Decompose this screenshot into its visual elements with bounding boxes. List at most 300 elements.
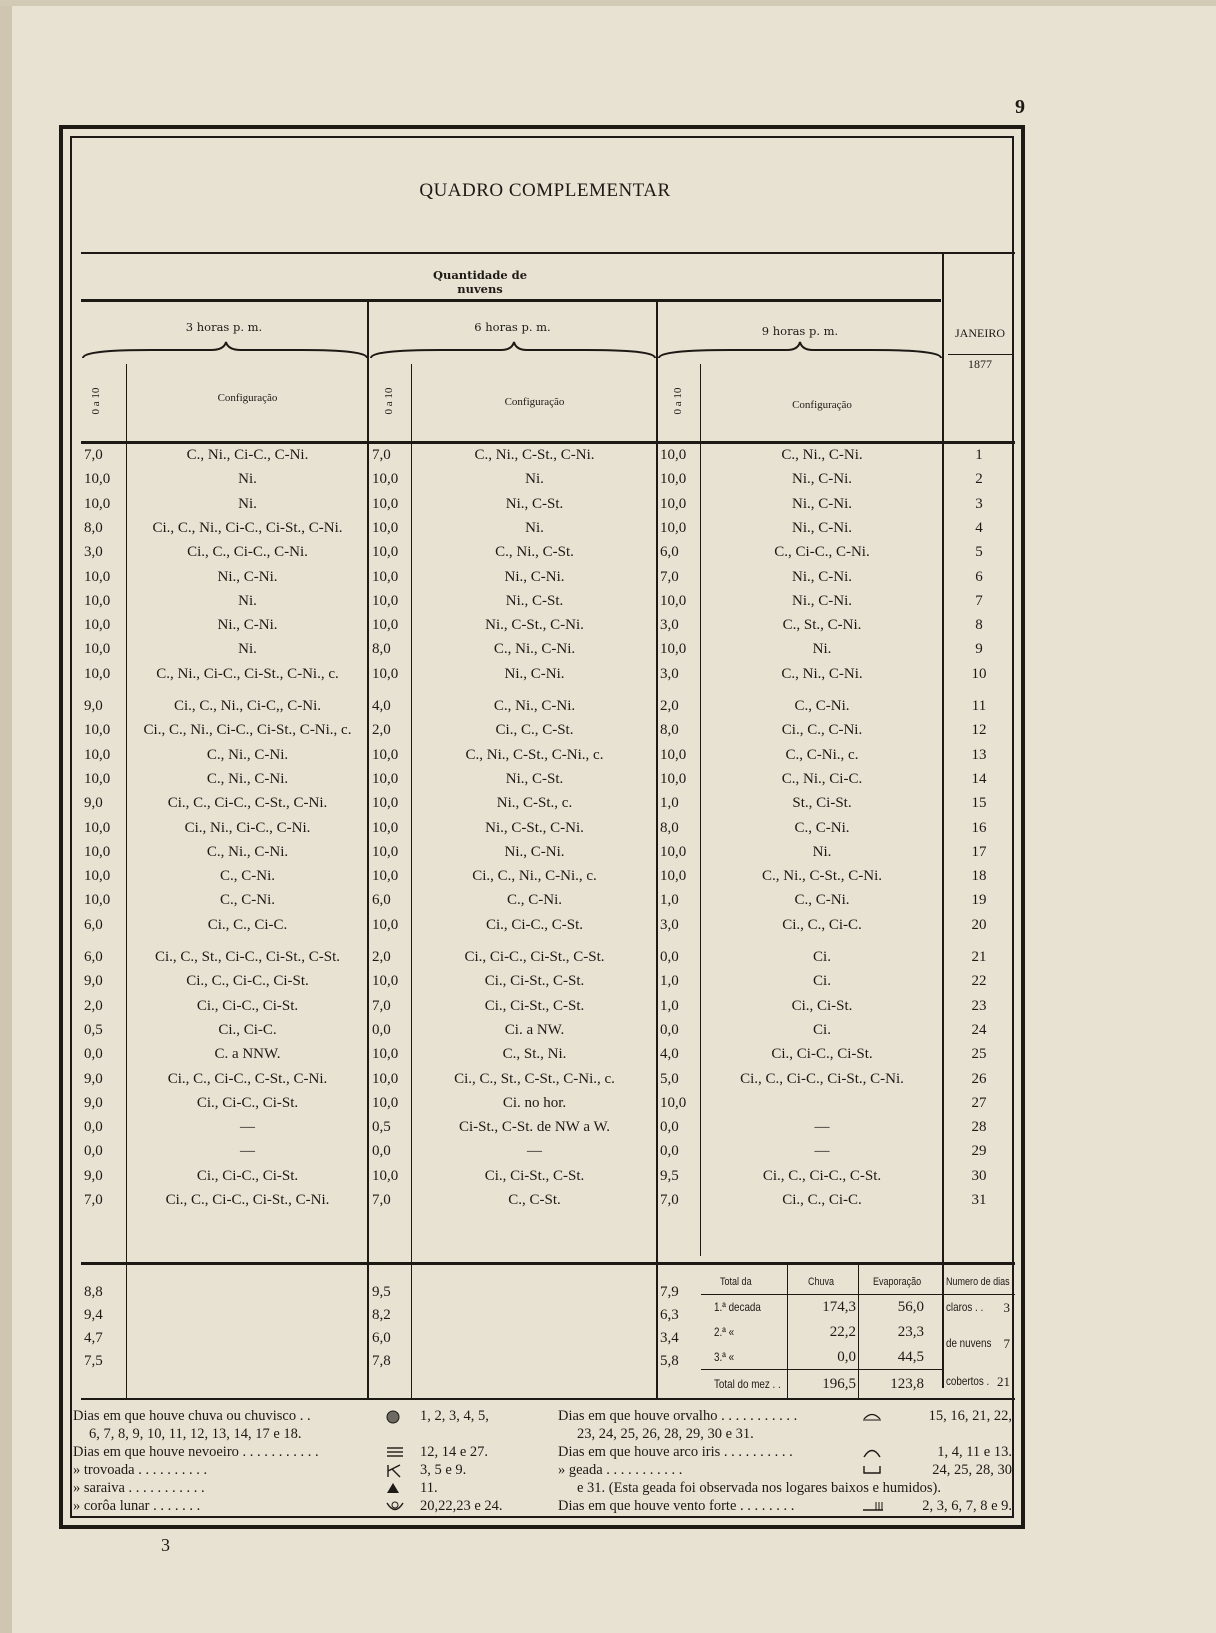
config-3pm: Ci., C., Ni., Ci-C., Ci-St., C-Ni. [152, 519, 343, 536]
config-6pm: C., Ni., C-St., C-Ni., c. [465, 746, 604, 763]
config-9pm: St., Ci-St. [792, 795, 852, 812]
page-edge-top [0, 0, 1216, 6]
amount-header-6pm: 0 a 10 [383, 387, 395, 415]
config-6pm: Ci-St., C-St. de NW a W. [459, 1119, 610, 1136]
config-9pm: — [814, 1143, 830, 1160]
day-number: 13 [971, 746, 987, 763]
footer-number: 3 [161, 1535, 170, 1555]
average-value: 7,5 [84, 1353, 103, 1369]
day-number: 8 [975, 617, 983, 634]
rain-icon [386, 1410, 400, 1429]
amount-6pm: 0,5 [372, 1119, 391, 1136]
config-3pm: C., C-Ni. [219, 892, 275, 909]
dew-icon [862, 1410, 882, 1427]
config-9pm: Ni., C-Ni. [792, 519, 852, 536]
amount-9pm: 10,0 [660, 770, 687, 787]
day-number: 16 [971, 819, 987, 836]
amount-3pm: 0,0 [84, 1119, 103, 1136]
config-6pm: Ci., C., Ni., C-Ni., c. [472, 868, 597, 885]
legend-days: 1, 4, 11 e 13. [937, 1444, 1012, 1460]
config-9pm: Ci. [813, 949, 831, 965]
amount-6pm: 10,0 [372, 544, 399, 561]
period-divider-1 [367, 300, 369, 1399]
lunar-corona-icon [386, 1500, 404, 1519]
day-number: 17 [971, 843, 987, 860]
amount-3pm: 10,0 [84, 770, 111, 787]
period-divider-2 [656, 300, 658, 1399]
config-header-9pm: Configuração [792, 399, 852, 411]
amount-divider-3 [700, 364, 701, 1256]
day-number: 29 [971, 1143, 987, 1160]
average-value: 4,7 [84, 1330, 103, 1346]
summary-total-rule [701, 1369, 942, 1370]
amount-3pm: 8,0 [84, 519, 103, 536]
legend-text: 23, 24, 25, 26, 28, 29, 30 e 31. [577, 1426, 754, 1442]
summary-header-dias: Numero de dias [946, 1276, 1010, 1288]
config-3pm: Ci., Ci-C. [218, 1021, 277, 1038]
header-rule-group [81, 299, 941, 302]
amount-9pm: 8,0 [660, 819, 679, 836]
config-3pm: Ci., C., St., Ci-C., Ci-St., C-St. [154, 949, 341, 965]
config-9pm: Ci., Ci-St. [791, 997, 853, 1014]
strong-wind-icon [862, 1500, 884, 1517]
amount-6pm: 7,0 [372, 997, 391, 1014]
page-title: QUADRO COMPLEMENTAR [419, 180, 671, 201]
config-9pm: C., C-Ni. [794, 698, 850, 714]
config-9pm: Ci. [813, 973, 831, 990]
amount-6pm: 10,0 [372, 617, 399, 634]
dias-value: 3 [1003, 1300, 1010, 1315]
amount-9pm: 1,0 [660, 997, 679, 1014]
amount-header-3pm: 0 a 10 [90, 387, 102, 415]
amount-9pm: 10,0 [660, 471, 687, 488]
config-6pm: Ni., C-St., C-Ni. [485, 819, 584, 836]
day-number: 4 [975, 519, 983, 536]
amount-6pm: 10,0 [372, 1046, 399, 1063]
config-6pm: Ci., Ci-C., Ci-St., C-St. [464, 949, 605, 965]
config-6pm: C., Ni., C-Ni. [493, 698, 576, 714]
config-9pm: Ci., C., C-Ni. [781, 722, 863, 739]
summary-rule-bottom [81, 1398, 1015, 1400]
group-header: Quantidade de nuvens [432, 268, 528, 296]
day-number: 3 [975, 495, 983, 512]
config-9pm: Ni., C-Ni. [792, 568, 852, 585]
legend-text: Dias em que houve chuva ou chuvisco . . [73, 1408, 311, 1424]
amount-9pm: 0,0 [660, 1143, 679, 1160]
amount-6pm: 10,0 [372, 1167, 399, 1184]
header-rule-top [81, 252, 1015, 254]
amount-9pm: 10,0 [660, 495, 687, 512]
config-9pm: — [814, 1119, 830, 1136]
day-number: 12 [971, 722, 987, 739]
amount-6pm: 10,0 [372, 819, 399, 836]
day-number: 10 [971, 665, 987, 682]
amount-9pm: 2,0 [660, 698, 679, 714]
config-3pm: Ci., Ci-C., Ci-St. [196, 997, 299, 1014]
amount-3pm: 9,0 [84, 698, 103, 714]
fog-icon [386, 1446, 404, 1463]
config-3pm: Ci., C., Ci-C., Ci-St. [186, 973, 309, 990]
month-year: 1877 [948, 354, 1012, 372]
day-number: 14 [971, 770, 987, 787]
config-3pm: C., Ni., Ci-C., Ci-St., C-Ni., c. [156, 665, 339, 682]
config-3pm: Ni. [238, 471, 257, 488]
legend-days: 24, 25, 28, 30 [932, 1462, 1012, 1478]
config-3pm: Ci., Ci-C., Ci-St. [196, 1094, 299, 1111]
config-3pm: Ci., C., Ni., Ci-C,, C-Ni. [173, 698, 322, 714]
day-number: 24 [971, 1021, 987, 1038]
amount-9pm: 0,0 [660, 949, 679, 965]
amount-6pm: 8,0 [372, 641, 391, 658]
amount-6pm: 10,0 [372, 1094, 399, 1111]
amount-9pm: 10,0 [660, 843, 687, 860]
amount-3pm: 10,0 [84, 843, 111, 860]
day-number: 19 [971, 892, 987, 909]
amount-9pm: 3,0 [660, 665, 679, 682]
period-label-6pm: 6 horas p. m. [474, 320, 551, 334]
legend-text: Dias em que houve vento forte . . . . . . . . [558, 1498, 795, 1514]
legend-text: » corôa lunar . . . . . . . [73, 1498, 201, 1514]
amount-3pm: 10,0 [84, 471, 111, 488]
amount-3pm: 10,0 [84, 568, 111, 585]
amount-3pm: 0,0 [84, 1046, 103, 1063]
config-9pm: Ci., C., Ci-C. [782, 916, 862, 933]
config-3pm: Ni. [238, 641, 257, 658]
amount-9pm: 9,5 [660, 1167, 679, 1184]
header-rule-bottom [81, 441, 1015, 444]
legend-text: e 31. (Esta geada foi observada nos logares baixos e humidos). [577, 1480, 942, 1496]
amount-9pm: 10,0 [660, 519, 687, 536]
amount-6pm: 0,0 [372, 1143, 391, 1160]
amount-9pm: 4,0 [660, 1046, 679, 1063]
summary-row-label: 1.ª decada [714, 1300, 761, 1314]
amount-3pm: 2,0 [84, 997, 103, 1014]
amount-3pm: 9,0 [84, 1070, 103, 1087]
amount-9pm: 3,0 [660, 617, 679, 634]
amount-9pm: 7,0 [660, 568, 679, 585]
config-3pm: Ni., C-Ni. [217, 617, 278, 634]
average-value: 6,3 [660, 1307, 679, 1323]
amount-6pm: 10,0 [372, 868, 399, 885]
average-value: 9,5 [372, 1284, 391, 1300]
config-9pm: C., Ni., C-Ni. [781, 665, 863, 682]
average-value: 6,0 [372, 1330, 391, 1346]
amount-3pm: 7,0 [84, 1192, 103, 1208]
amount-3pm: 9,0 [84, 795, 103, 812]
config-6pm: Ni., C-Ni. [504, 568, 565, 585]
amount-9pm: 8,0 [660, 722, 679, 739]
legend-text: » trovoada . . . . . . . . . . [73, 1462, 208, 1478]
config-3pm: C., Ni., C-Ni. [206, 843, 289, 860]
config-6pm: C., C-St. [508, 1192, 561, 1208]
config-9pm: C., C-Ni. [794, 819, 850, 836]
day-number: 11 [971, 698, 987, 714]
summary-evaporacao: 56,0 [897, 1299, 924, 1315]
amount-3pm: 9,0 [84, 1167, 103, 1184]
config-9pm: C., St., C-Ni. [782, 617, 862, 634]
amount-6pm: 10,0 [372, 916, 399, 933]
average-value: 7,8 [372, 1353, 391, 1369]
legend-days: 20,22,23 e 24. [420, 1498, 503, 1514]
amount-divider-2 [411, 364, 412, 1399]
amount-6pm: 4,0 [372, 698, 391, 714]
amount-9pm: 5,0 [660, 1070, 679, 1087]
amount-9pm: 10,0 [660, 1094, 687, 1111]
amount-3pm: 0,0 [84, 1143, 103, 1160]
average-value: 5,8 [660, 1353, 679, 1369]
config-9pm: C., C-Ni. [794, 892, 850, 909]
amount-6pm: 10,0 [372, 1070, 399, 1087]
day-number: 6 [975, 568, 983, 585]
config-3pm: Ci., Ni., Ci-C., C-Ni. [184, 819, 311, 836]
amount-3pm: 6,0 [84, 949, 103, 965]
period-label-9pm: 9 horas p. m. [761, 324, 839, 338]
amount-3pm: 10,0 [84, 641, 111, 658]
amount-9pm: 0,0 [660, 1021, 679, 1038]
day-number: 22 [971, 973, 987, 990]
config-6pm: Ni., C-St. [505, 592, 564, 609]
summary-chuva: 0,0 [837, 1349, 856, 1365]
day-number: 28 [971, 1119, 987, 1136]
amount-3pm: 10,0 [84, 746, 111, 763]
config-3pm: Ci., C., Ci-C., C-St., C-Ni. [167, 1070, 328, 1087]
summary-chuva: 196,5 [822, 1376, 856, 1392]
config-6pm: Ci., Ci-St., C-St. [484, 973, 585, 990]
dias-label: claros . . [946, 1300, 984, 1314]
amount-6pm: 10,0 [372, 795, 399, 812]
amount-6pm: 2,0 [372, 949, 391, 965]
amount-9pm: 10,0 [660, 592, 687, 609]
legend-text: Dias em que houve arco iris . . . . . . . . . . [558, 1444, 793, 1460]
config-9pm: Ci., C., Ci-C., Ci-St., C-Ni. [740, 1070, 904, 1087]
summary-div-a [787, 1265, 788, 1398]
amount-9pm: 6,0 [660, 544, 679, 561]
amount-6pm: 10,0 [372, 665, 399, 682]
average-value: 7,9 [660, 1284, 679, 1300]
summary-hdr-rule [701, 1294, 942, 1295]
config-9pm: Ni., C-Ni. [792, 495, 852, 512]
config-6pm: C., C-Ni. [506, 892, 562, 909]
dias-value: 21 [997, 1374, 1010, 1389]
page-edge [0, 0, 12, 1633]
day-number: 31 [971, 1192, 987, 1208]
config-6pm: Ni., C-St., C-Ni. [485, 617, 584, 634]
day-number: 25 [971, 1046, 987, 1063]
day-number: 2 [975, 471, 983, 488]
config-9pm: Ni., C-Ni. [792, 471, 852, 488]
config-6pm: Ci., Ci-C., C-St. [485, 916, 584, 933]
config-6pm: Ni. [525, 471, 544, 488]
amount-3pm: 0,5 [84, 1021, 103, 1038]
config-9pm: C., Ni., Ci-C. [781, 770, 863, 787]
day-number: 9 [975, 641, 983, 658]
amount-9pm: 3,0 [660, 916, 679, 933]
config-6pm: Ci., Ci-St., C-St. [484, 1167, 585, 1184]
config-9pm: Ni., C-Ni. [792, 592, 852, 609]
config-3pm: C. a NNW. [214, 1046, 281, 1063]
config-9pm: C., Ci-C., C-Ni. [774, 544, 870, 561]
legend-days: 11. [420, 1480, 438, 1496]
config-6pm: Ni., C-Ni. [504, 843, 565, 860]
page-number: 9 [1015, 96, 1025, 118]
summary-header-chuva: Chuva [808, 1276, 835, 1288]
legend-text: Dias em que houve orvalho . . . . . . . . . . . [558, 1408, 798, 1424]
amount-6pm: 10,0 [372, 568, 399, 585]
rainbow-icon [862, 1446, 882, 1463]
config-3pm: Ni., C-Ni. [217, 568, 278, 585]
amount-3pm: 3,0 [84, 544, 103, 561]
amount-6pm: 10,0 [372, 592, 399, 609]
dias-label: de nuvens [946, 1336, 992, 1350]
config-6pm: Ci., Ci-St., C-St. [484, 997, 585, 1014]
config-header-3pm: Configuração [217, 392, 278, 404]
day-number: 27 [971, 1094, 987, 1111]
amount-6pm: 7,0 [372, 1192, 391, 1208]
config-3pm: — [240, 1143, 255, 1160]
config-6pm: Ci., C., St., C-St., C-Ni., c. [454, 1070, 615, 1087]
config-9pm: Ni. [812, 641, 832, 658]
day-number: 21 [971, 949, 987, 965]
config-3pm: Ci., C., Ci-C., C-St., C-Ni. [167, 795, 328, 812]
amount-3pm: 9,0 [84, 973, 103, 990]
day-number: 18 [971, 868, 987, 885]
average-value: 9,4 [84, 1307, 103, 1323]
amount-header-9pm: 0 a 10 [672, 387, 684, 415]
config-6pm: Ci., C., C-St. [495, 722, 574, 739]
config-6pm: Ni., C-St. [505, 495, 564, 512]
legend-text: 6, 7, 8, 9, 10, 11, 12, 13, 14, 17 e 18. [89, 1426, 302, 1442]
config-6pm: C., Ni., C-St. [495, 544, 574, 561]
config-6pm: C., Ni., C-St., C-Ni. [474, 447, 595, 463]
config-3pm: C., Ni., C-Ni. [206, 770, 289, 787]
config-3pm: Ci., C., Ni., Ci-C., Ci-St., C-Ni., c. [143, 722, 352, 739]
amount-6pm: 10,0 [372, 973, 399, 990]
config-9pm: C., Ni., C-Ni. [781, 447, 863, 463]
summary-evaporacao: 44,5 [897, 1349, 924, 1365]
amount-divider-1 [126, 364, 127, 1399]
config-6pm: Ni., C-Ni. [504, 665, 565, 682]
config-3pm: Ci., C., Ci-C., C-Ni. [187, 544, 308, 561]
config-3pm: Ci., C., Ci-C. [207, 916, 288, 933]
summary-header-evaporacao: Evaporação [873, 1276, 922, 1288]
amount-3pm: 10,0 [84, 722, 111, 739]
legend-days: 15, 16, 21, 22, [928, 1408, 1012, 1424]
legend-text: » saraiva . . . . . . . . . . . [73, 1480, 205, 1496]
amount-3pm: 10,0 [84, 819, 111, 836]
config-3pm: C., C-Ni. [219, 868, 275, 885]
config-9pm: Ci., Ci-C., Ci-St. [771, 1046, 873, 1063]
day-number: 5 [975, 544, 983, 561]
summary-row-label: 2.ª « [714, 1325, 735, 1339]
thunder-icon [386, 1464, 402, 1483]
amount-3pm: 6,0 [84, 916, 103, 933]
summary-evaporacao: 123,8 [890, 1376, 924, 1392]
day-number: 1 [975, 447, 983, 463]
dias-hdr-rule [944, 1294, 1015, 1295]
legend-days: 1, 2, 3, 4, 5, [420, 1408, 489, 1424]
amount-9pm: 10,0 [660, 746, 687, 763]
config-3pm: Ni. [238, 495, 257, 512]
month-name: JANEIRO [955, 326, 1005, 340]
amount-6pm: 10,0 [372, 746, 399, 763]
amount-9pm: 10,0 [660, 868, 687, 885]
amount-6pm: 0,0 [372, 1021, 391, 1038]
config-6pm: — [527, 1143, 542, 1160]
amount-3pm: 10,0 [84, 617, 111, 634]
config-header-6pm: Configuração [504, 396, 565, 408]
hail-icon [386, 1482, 400, 1499]
amount-3pm: 7,0 [84, 447, 103, 463]
config-3pm: C., Ni., Ci-C., C-Ni. [186, 447, 309, 463]
amount-3pm: 10,0 [84, 868, 111, 885]
summary-chuva: 22,2 [829, 1324, 856, 1340]
config-9pm: C., Ni., C-St., C-Ni. [761, 868, 882, 885]
dias-value: 7 [1003, 1336, 1010, 1351]
config-6pm: Ci. a NW. [504, 1021, 565, 1038]
day-number: 26 [971, 1070, 987, 1087]
config-9pm: Ci., C., Ci-C. [782, 1192, 862, 1208]
amount-9pm: 10,0 [660, 447, 687, 463]
amount-6pm: 6,0 [372, 892, 391, 909]
legend-days: 12, 14 e 27. [420, 1444, 489, 1460]
config-9pm: Ni. [812, 843, 832, 860]
day-number: 7 [975, 592, 983, 609]
period-label-3pm: 3 horas p. m. [185, 320, 263, 334]
amount-6pm: 2,0 [372, 722, 391, 739]
amount-3pm: 10,0 [84, 892, 111, 909]
summary-div-b [858, 1265, 859, 1398]
config-3pm: Ni. [238, 592, 257, 609]
legend-text: » geada . . . . . . . . . . . [558, 1462, 683, 1478]
amount-6pm: 10,0 [372, 519, 399, 536]
legend-days: 2, 3, 6, 7, 8 e 9. [922, 1498, 1012, 1514]
average-value: 8,8 [84, 1284, 103, 1300]
day-number: 23 [971, 997, 987, 1014]
config-6pm: Ni., C-St., c. [496, 795, 573, 812]
amount-9pm: 7,0 [660, 1192, 679, 1208]
config-6pm: C., St., Ni. [502, 1046, 567, 1063]
amount-6pm: 10,0 [372, 495, 399, 512]
config-3pm: Ci., Ci-C., Ci-St. [196, 1167, 299, 1184]
config-6pm: Ni., C-St. [505, 770, 564, 787]
config-6pm: C., Ni., C-Ni. [493, 641, 576, 658]
amount-9pm: 1,0 [660, 892, 679, 909]
amount-9pm: 1,0 [660, 973, 679, 990]
legend-days: 3, 5 e 9. [420, 1462, 467, 1478]
summary-chuva: 174,3 [822, 1299, 856, 1315]
amount-3pm: 10,0 [84, 592, 111, 609]
summary-evaporacao: 23,3 [897, 1324, 924, 1340]
amount-3pm: 10,0 [84, 495, 111, 512]
summary-row-label: Total do mez . . [714, 1377, 781, 1391]
config-3pm: C., Ni., C-Ni. [206, 746, 289, 763]
config-6pm: Ni. [525, 519, 544, 536]
summary-header-total: Total da [720, 1276, 752, 1288]
config-3pm: — [240, 1119, 255, 1136]
config-9pm: Ci. [813, 1021, 831, 1038]
amount-6pm: 10,0 [372, 471, 399, 488]
amount-9pm: 0,0 [660, 1119, 679, 1136]
day-number: 20 [971, 916, 987, 933]
average-value: 8,2 [372, 1307, 391, 1323]
amount-6pm: 10,0 [372, 770, 399, 787]
amount-6pm: 7,0 [372, 447, 391, 463]
amount-9pm: 10,0 [660, 641, 687, 658]
config-6pm: Ci. no hor. [502, 1094, 567, 1111]
average-value: 3,4 [660, 1330, 679, 1346]
summary-rule-top [81, 1262, 1015, 1265]
config-3pm: Ci., C., Ci-C., Ci-St., C-Ni. [165, 1192, 330, 1208]
